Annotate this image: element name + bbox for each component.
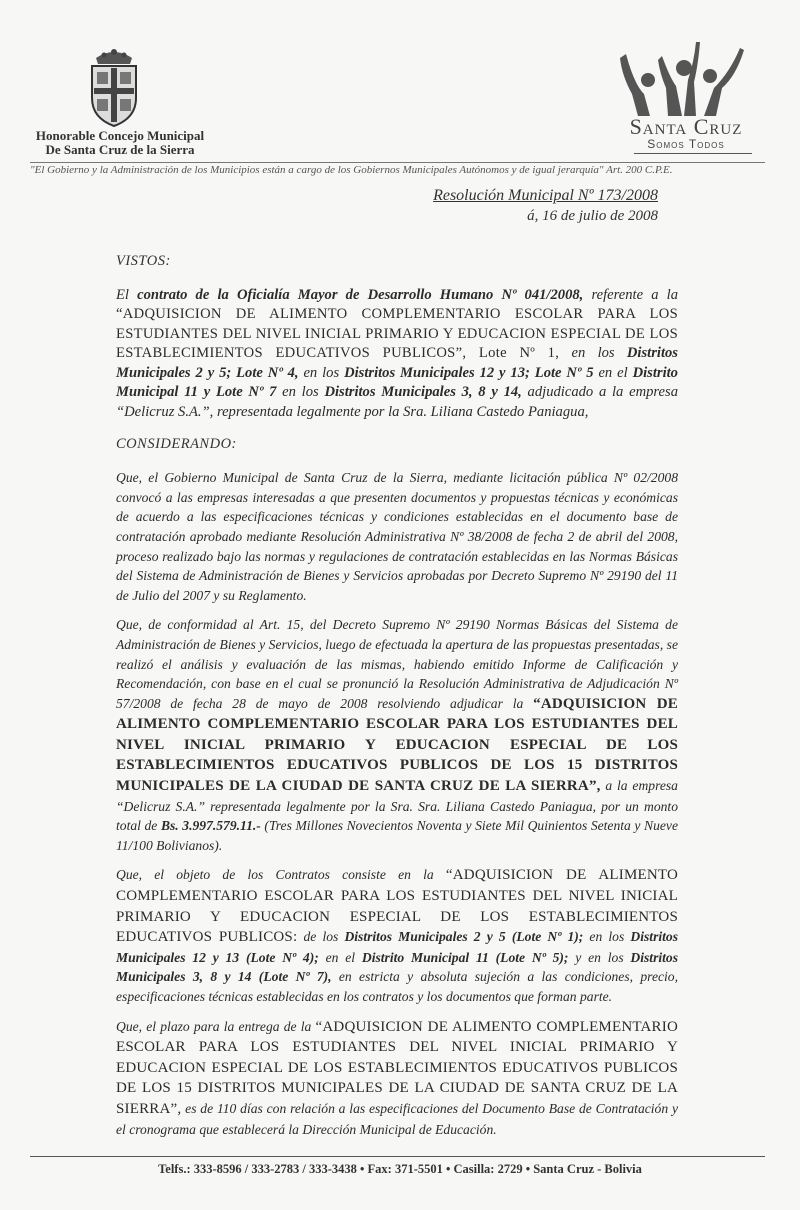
council-name-line-1: Honorable Concejo Municipal — [35, 128, 205, 143]
council-name-line-2: De Santa Cruz de la Sierra — [45, 142, 195, 157]
resolution-title: Resolución Municipal Nº 173/2008 — [433, 187, 658, 204]
text-run: es de 110 días con relación a las especificaciones del Documento Base de Contratación y el cronograma que establecerá la Dirección Municipal de Educación. — [116, 1100, 678, 1137]
acquisition-title: “ADQUISICION DE ALIMENTO COMPLEMENTARIO ESCOLAR PARA LOS ESTUDIANTES DEL NIVEL INICIAL PRIMARIO Y EDUCACION ESPECIAL DE LOS ESTABLECIMIENTOS EDUCATIVOS PUBLICOS”, Lote Nº 1, — [116, 306, 678, 362]
header-divider — [30, 162, 765, 163]
district-lot: Distritos Municipales 12 y 13 (Lote Nº 4); — [116, 929, 678, 965]
considerando-paragraph-4 — [116, 1017, 678, 1140]
brand-name: Santa Cruz — [629, 114, 743, 139]
district-lot: Distritos Municipales 2 y 5 (Lote Nº 1); — [344, 929, 584, 945]
total-amount: Bs. 3.997.579.11.- — [160, 818, 261, 834]
text-run: (Tres Millones Novecientos Noventa y Siete Mil Quinientos Setenta y Nueve 11/100 Bolivianos). — [116, 818, 678, 853]
text-run: de los — [297, 929, 345, 945]
text-run: Que, el objeto de los Contratos consiste en la — [116, 867, 446, 883]
council-name — [20, 129, 220, 157]
district-lot: Distritos Municipales 2 y 5; Lote Nº 4, — [116, 345, 678, 381]
municipal-crest-logo — [84, 46, 144, 128]
text-run: El — [116, 286, 138, 303]
district-lot: Distritos Municipales 3, 8 y 14, — [324, 384, 522, 401]
acquisition-title: “ADQUISICION DE ALIMENTO COMPLEMENTARIO ESCOLAR PARA LOS ESTUDIANTES DEL NIVEL INICIAL PRIMARIO Y EDUCACION ESPECIAL DE LOS ESTABLECIMIENTOS EDUCATIVOS PUBLICOS DE LOS 15 DISTRITOS MUNICIPALES DE LA CIUDAD DE SANTA CRUZ DE LA SIERRA”, — [116, 1018, 678, 1117]
text-run: adjudicado a la empresa “Delicruz S.A.”, representada legalmente por la Sra. Liliana Castedo Paniagua, — [116, 384, 679, 421]
text-run: Que, el plazo para la entrega de la — [116, 1018, 316, 1034]
district-lot: Distrito Municipal 11 (Lote Nº 5); — [361, 949, 569, 965]
acquisition-title: “ADQUISICION DE ALIMENTO COMPLEMENTARIO ESCOLAR PARA LOS ESTUDIANTES DEL NIVEL INICIAL PRIMARIO Y EDUCACION ESPECIAL DE LOS ESTABLECIMIENTOS EDUCATIVOS PUBLICOS: — [116, 867, 679, 946]
footer-contact: Telfs.: 333-8596 / 333-2783 / 333-3438 • Fax: 371-5501 • Casilla: 2729 • Santa Cruz - Bolivia — [158, 1162, 642, 1176]
text-run: a la empresa “Delicruz S.A.” representada legalmente por la Sra. Sra. Liliana Castedo Paniagua, por un monto total de — [116, 778, 678, 834]
considerando-paragraph-3 — [116, 865, 678, 1006]
vistos-paragraph — [116, 286, 678, 423]
considerando-paragraph-1: Que, el Gobierno Municipal de Santa Cruz de la Sierra, mediante licitación pública Nº 02/2008 convocó a las empresas interesadas a que presenten documentos y propuestas técnicas y económicas de acuerdo a las especificaciones técnicas y condiciones establecidas en el documento base de contratación aprobado mediante Resolución Administrativa Nº 38/2008 de fecha 2 de abril del 2008, proceso realizado bajo las normas y regulaciones de contratación establecidas en las Normas Básicas del Sistema de Administración de Bienes y Servicios aprobadas por Decreto Supremo Nº 29190 del 11 de Julio del 2007 y su Reglamento. — [116, 470, 678, 603]
text-run: y en los — [568, 949, 631, 965]
district-lot: Distritos Municipales 3, 8 y 14 (Lote Nº 7), — [116, 949, 679, 985]
text-run: en los — [298, 364, 345, 381]
text-run: en estricta y absoluta sujeción a las condiciones, precio, especificaciones técnicas establecidas en los contratos y los documentos que forman parte. — [116, 969, 678, 1004]
resolution-date: á, 16 de julio de 2008 — [527, 208, 658, 224]
footer-divider — [30, 1156, 765, 1157]
text-run: en el — [318, 949, 362, 965]
brand-tagline: Somos Todos — [647, 137, 725, 151]
text-run: en el — [593, 364, 633, 381]
district-lot: Distrito Municipal 11 y Lote Nº 7 — [116, 364, 678, 401]
considerando-heading: CONSIDERANDO: — [116, 435, 237, 452]
text-run: en los — [583, 929, 631, 945]
vistos-heading: VISTOS: — [116, 253, 171, 269]
text-run: en los — [276, 384, 325, 401]
district-lot: Distritos Municipales 12 y 13; Lote Nº 5 — [344, 364, 594, 381]
contract-reference: contrato de la Oficialía Mayor de Desarrollo Humano Nº 041/2008, — [137, 286, 584, 303]
brand-underline — [634, 153, 752, 154]
constitution-quote: "El Gobierno y la Administración de los Municipios están a cargo de los Gobiernos Municipales Autónomos y de igual jerarquía" Art. 200 C.P.E. — [30, 164, 673, 176]
text-run: Que, de conformidad al Art. 15, del Decreto Supremo Nº 29190 Normas Básicas del Sistema de Administración de Bienes y Servicios, luego de efectuada la apertura de las propuestas presentadas, se realizó el análisis y evaluación de las mismas, habiendo emitido Informe de Calificación y Recomendación, con base en el cual se pronunció la Resolución Administrativa de Adjudicación Nº 57/2008 de fecha 28 de mayo de 2008 resolviendo adjudicar la — [116, 617, 678, 711]
text-run: en los — [559, 345, 627, 362]
document-body — [116, 252, 678, 1149]
acquisition-title: “ADQUISICION DE ALIMENTO COMPLEMENTARIO ESCOLAR PARA LOS ESTUDIANTES DEL NIVEL INICIAL PRIMARIO Y EDUCACION ESPECIAL DE LOS ESTABLECIMIENTOS EDUCATIVOS PUBLICOS DE LOS 15 DISTRITOS MUNICIPALES DE LA CIUDAD DE SANTA CRUZ DE LA SIERRA”, — [116, 695, 678, 795]
considerando-paragraph-2 — [116, 615, 678, 855]
text-run: referente a la — [583, 286, 678, 303]
santa-cruz-brand-logo — [604, 36, 764, 126]
